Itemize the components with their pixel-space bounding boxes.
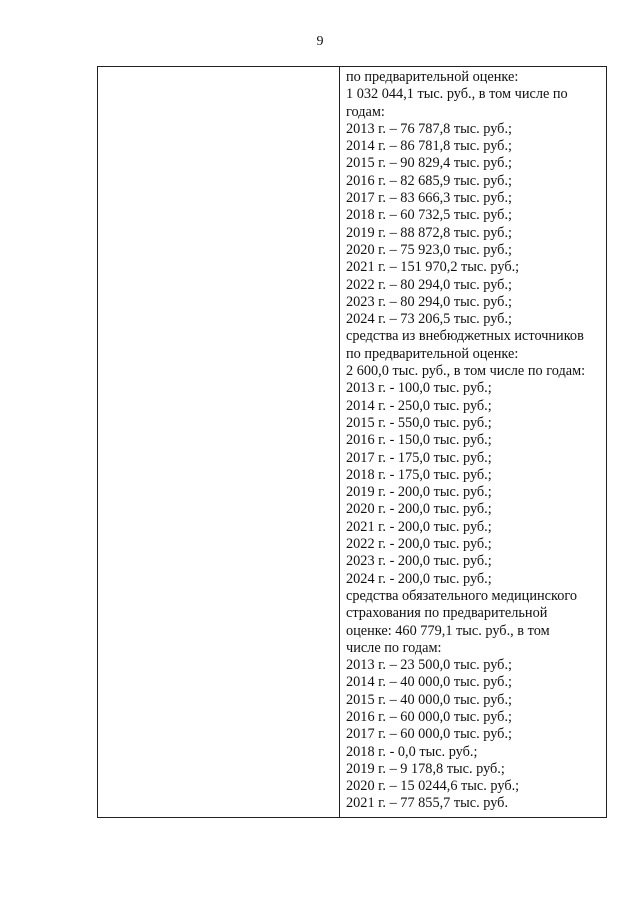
text-line: 2015 г. – 90 829,4 тыс. руб.; (346, 155, 512, 172)
text-line: 2024 г. – 73 206,5 тыс. руб.; (346, 311, 512, 328)
text-line: по предварительной оценке: (346, 345, 519, 362)
text-line: 2014 г. – 86 781,8 тыс. руб.; (346, 138, 512, 155)
text-line: 2014 г. - 250,0 тыс. руб.; (346, 397, 492, 414)
text-line: 2013 г. – 23 500,0 тыс. руб.; (346, 657, 512, 674)
text-line: 1 032 044,1 тыс. руб., в том числе по (346, 86, 568, 103)
text-line: 2022 г. – 80 294,0 тыс. руб.; (346, 276, 512, 293)
text-line: 2021 г. – 77 855,7 тыс. руб. (346, 795, 509, 812)
text-line: 2018 г. - 0,0 тыс. руб.; (346, 743, 478, 760)
text-line: 2024 г. - 200,0 тыс. руб.; (346, 570, 492, 587)
text-line: 2021 г. – 151 970,2 тыс. руб.; (346, 259, 520, 276)
text-line: 2017 г. – 83 666,3 тыс. руб.; (346, 190, 512, 207)
text-line: 2020 г. – 15 0244,6 тыс. руб.; (346, 778, 520, 795)
text-line: средства обязательного медицинского (346, 587, 577, 604)
text-line: 2022 г. - 200,0 тыс. руб.; (346, 536, 492, 553)
text-line: 2020 г. - 200,0 тыс. руб.; (346, 501, 492, 518)
text-line: 2016 г. – 60 000,0 тыс. руб.; (346, 708, 512, 725)
text-line: 2023 г. – 80 294,0 тыс. руб.; (346, 293, 512, 310)
text-line: годам: (346, 103, 385, 120)
text-line: 2017 г. – 60 000,0 тыс. руб.; (346, 726, 512, 743)
text-line: числе по годам: (346, 639, 442, 656)
text-line: 2018 г. – 60 732,5 тыс. руб.; (346, 207, 512, 224)
text-line: 2017 г. - 175,0 тыс. руб.; (346, 449, 492, 466)
text-line: 2019 г. – 9 178,8 тыс. руб.; (346, 760, 505, 777)
text-line: 2013 г. – 76 787,8 тыс. руб.; (346, 120, 512, 137)
text-line: средства из внебюджетных источников (346, 328, 584, 345)
text-line: по предварительной оценке: (346, 69, 519, 85)
text-line: 2020 г. – 75 923,0 тыс. руб.; (346, 241, 512, 258)
text-line: 2019 г. - 200,0 тыс. руб.; (346, 484, 492, 501)
text-line: 2013 г. - 100,0 тыс. руб.; (346, 380, 492, 397)
page-number: 9 (316, 34, 324, 49)
text-line: 2016 г. – 82 685,9 тыс. руб.; (346, 172, 512, 189)
funding-table (97, 66, 607, 818)
text-line: 2023 г. - 200,0 тыс. руб.; (346, 553, 492, 570)
column-divider (339, 67, 340, 817)
text-line: 2021 г. - 200,0 тыс. руб.; (346, 518, 492, 535)
text-line: страхования по предварительной (346, 605, 548, 622)
text-line: 2018 г. - 175,0 тыс. руб.; (346, 466, 492, 483)
text-line: оценке: 460 779,1 тыс. руб., в том (346, 622, 550, 639)
text-line: 2 600,0 тыс. руб., в том числе по годам: (346, 363, 586, 380)
text-line: 2015 г. – 40 000,0 тыс. руб.; (346, 691, 512, 708)
text-line: 2014 г. – 40 000,0 тыс. руб.; (346, 674, 512, 691)
text-line: 2016 г. - 150,0 тыс. руб.; (346, 432, 492, 449)
table-right-cell (346, 69, 602, 813)
text-line: 2019 г. – 88 872,8 тыс. руб.; (346, 224, 512, 241)
text-line: 2015 г. - 550,0 тыс. руб.; (346, 414, 492, 431)
